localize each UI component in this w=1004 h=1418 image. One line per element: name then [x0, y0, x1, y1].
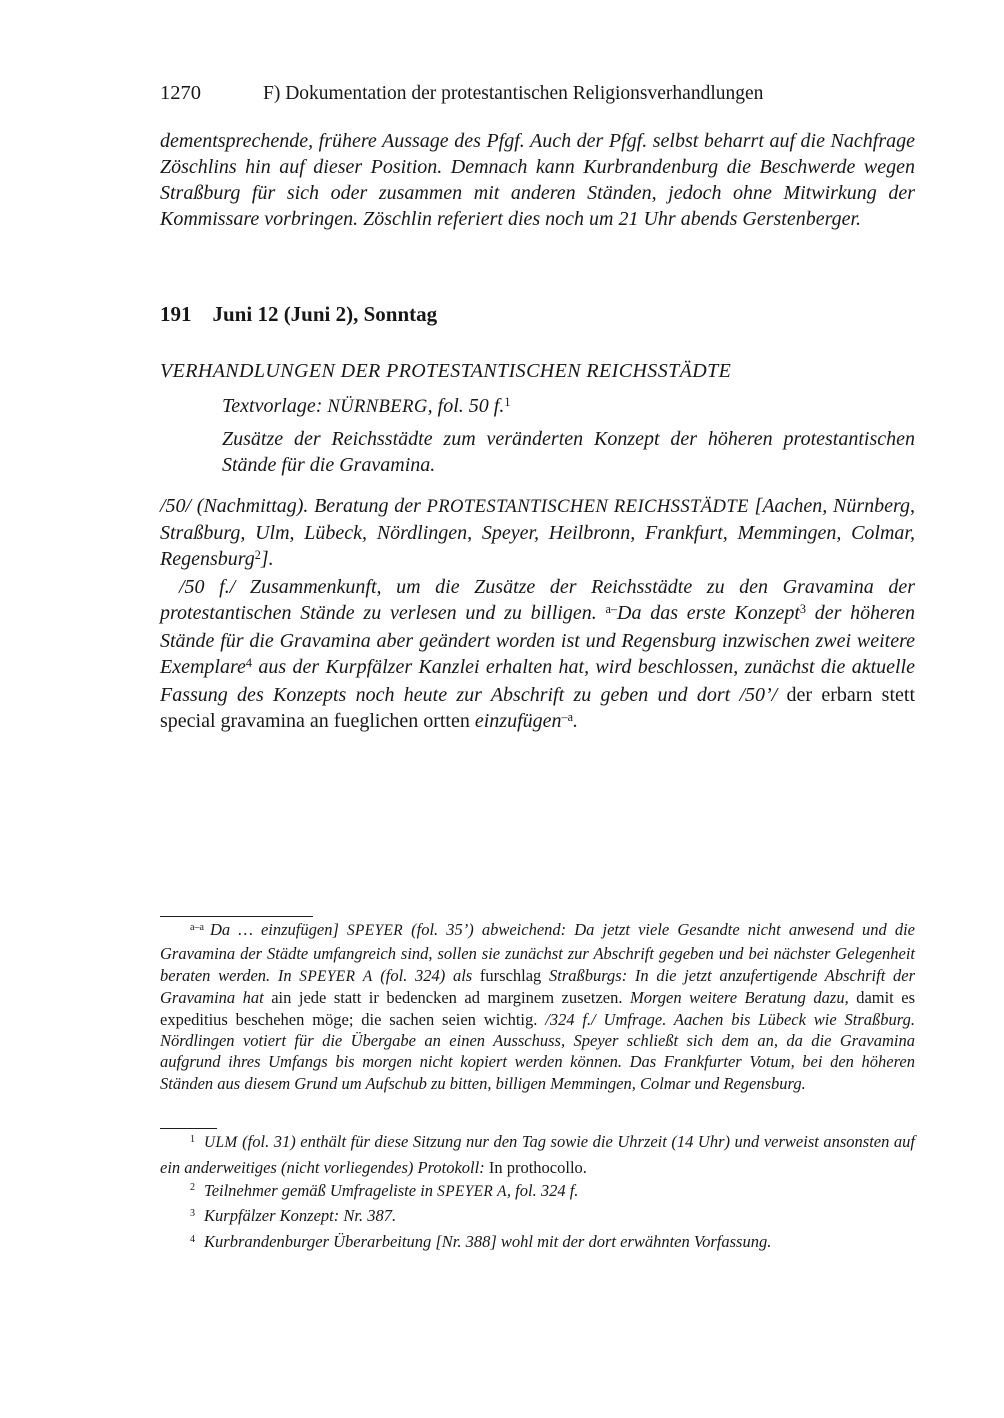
original-quote-run: In prothocollo. [488, 1157, 587, 1177]
footnote-number: 4 [190, 1233, 196, 1245]
critical-apparatus [160, 919, 915, 1094]
variant-ref-a-open: a– [605, 601, 617, 616]
apparatus-separator-rule [160, 916, 313, 917]
footnotes-block [160, 1131, 915, 1257]
footnote-ref-3: 3 [799, 601, 807, 616]
original-quote-run: der erbarn stett special gravamina an fueglichen ortten [160, 684, 915, 732]
intro-paragraph: dementsprechende, frühere Aussage des Pfgf. Auch der Pfgf. selbst beharrt auf die Nachfrage Zöschlins hin auf dieser Position. Demnach kann Kurbrandenburg die Beschwerde wegen Straßburg für sich oder zusammen mit anderen Ständen, jedoch ohne Mitwirkung der Kommissare vorbringen. Zöschlin referiert dies noch um 21 Uhr abends Gerstenberger. [160, 130, 915, 230]
footnote-2 [160, 1180, 915, 1206]
variant-ref-a-close: –a [561, 709, 574, 724]
text-run: /50 f./ Zusammenkunft, um die Zusätze der Reichsstädte zu den Gravamina der protestantischen Stände zu verlesen und zu billigen. [160, 576, 915, 624]
footnote-4 [160, 1231, 915, 1257]
text-run: (fol. 31) enthält für diese Sitzung nur den Tag sowie die Uhrzeit (14 Uhr) und verweist ansonsten auf ein anderweitiges (nicht vorliegendes) Protokoll: [160, 1132, 915, 1177]
source-sigle: SPEYER [346, 922, 404, 939]
footnote-separator-rule [160, 1128, 217, 1129]
original-quote-run: damit es expeditius beschehen möge; die sachen seien wichtig. [160, 988, 915, 1029]
source-line [160, 393, 977, 421]
footnote-1 [160, 1131, 915, 1180]
source-sigle: NÜRNBERG [327, 396, 428, 417]
footnote-number: 3 [190, 1208, 196, 1220]
lemma-run: Da … einzufügen] [209, 920, 347, 939]
source-sigle: ULM [204, 1134, 238, 1151]
summary-paragraph: Zusätze der Reichsstädte zum veränderten Konzept der höheren protestantischen Stände für die Gravamina. [222, 428, 915, 476]
text-run: Straßburgs: In die jetzt anzufertigende Abschrift der Gravamina hat [160, 965, 915, 1008]
main-text [160, 493, 915, 736]
footnote-ref-2: 2 [254, 547, 261, 562]
text-run: Da das erste Konzept [617, 602, 800, 624]
entry-heading [160, 301, 915, 327]
text-run: Kurbrandenburger Überarbeitung [Nr. 388] wohl mit der dort erwähnten Vorfassung. [204, 1232, 772, 1252]
source-sigle: SPEYER A [437, 1182, 507, 1200]
text-run: ]. [260, 548, 274, 570]
text-run: Morgen weitere Beratung dazu, [629, 988, 857, 1008]
text-run: Kurpfälzer Konzept: Nr. 387. [204, 1206, 397, 1226]
text-run: der höheren Stände für die Gravamina aber geändert worden ist und Regensburg inzwischen zwei weitere Exemplare [160, 602, 915, 678]
running-header-title: F) Dokumentation der protestantischen Religionsverhandlungen [263, 83, 764, 104]
entry-title: Juni 12 (Juni 2), Sonntag [212, 302, 438, 326]
footnote-ref-4: 4 [245, 655, 252, 670]
text-run: einzufügen [474, 710, 562, 732]
text-run: /50/ (Nachmittag). Beratung der [160, 495, 427, 517]
text-run: (fol. 324) als [372, 965, 480, 985]
caps-run: PROTESTANTISCHEN REICHSSTÄDTE [426, 496, 749, 517]
variant-ref-label: a–a [190, 921, 204, 933]
page-number: 1270 [160, 82, 201, 104]
source-sigle: SPEYER A [299, 967, 373, 985]
source-label: Textvorlage: [222, 395, 328, 417]
text-run: . [573, 710, 579, 732]
text-run: Teilnehmer gemäß Umfrageliste in [204, 1180, 438, 1200]
main-paragraph-2 [160, 574, 915, 736]
text-run: , fol. 324 f. [506, 1180, 579, 1200]
footnote-3 [160, 1205, 915, 1231]
main-paragraph-1 [160, 493, 915, 574]
footnote-number: 2 [190, 1182, 196, 1194]
footnote-ref-1: 1 [504, 394, 511, 409]
document-heading: VERHANDLUNGEN DER PROTESTANTISCHEN REICHSSTÄDTE [160, 360, 732, 382]
text-run: (fol. 35’) abweichend: Da jetzt viele Gesandte nicht anwesend und die Gravamina der Städte umfangreich sind, sollen sie zunächst zur Abschrift gegeben und bei nächster Gelegenheit beraten werden. In [160, 920, 915, 985]
text-run: [Aachen, Nürnberg, Straßburg, Ulm, Lübeck, Nördlingen, Speyer, Heilbronn, Frankfurt, Memmingen, Colmar, Regensburg [160, 495, 916, 570]
original-quote-run: ain jede statt ir bedencken ad marginem zusetzen. [271, 988, 630, 1008]
footnote-number: 1 [190, 1133, 196, 1145]
original-quote-run: furschlag [479, 965, 549, 985]
text-run: aus der Kurpfälzer Kanzlei erhalten hat, wird beschlossen, zunächst die aktuelle Fassung des Konzepts noch heute zur Abschrift zu geben und dort /50’/ [160, 656, 915, 706]
source-rest: , fol. 50 f. [427, 395, 505, 417]
text-run: /324 f./ Umfrage. Aachen bis Lübeck wie Straßburg. Nördlingen votiert für die Übergabe an einen Ausschuss, Speyer schließt sich dem an, da die Gravamina aufgrund ihres Umfangs bis morgen nicht kopiert werden können. Das Frankfurter Votum, bei den höheren Ständen aus diesem Grund um Aufschub zu bitten, billigen Memmingen, Colmar und Regensburg. [160, 1009, 915, 1093]
entry-number: 191 [160, 302, 192, 326]
